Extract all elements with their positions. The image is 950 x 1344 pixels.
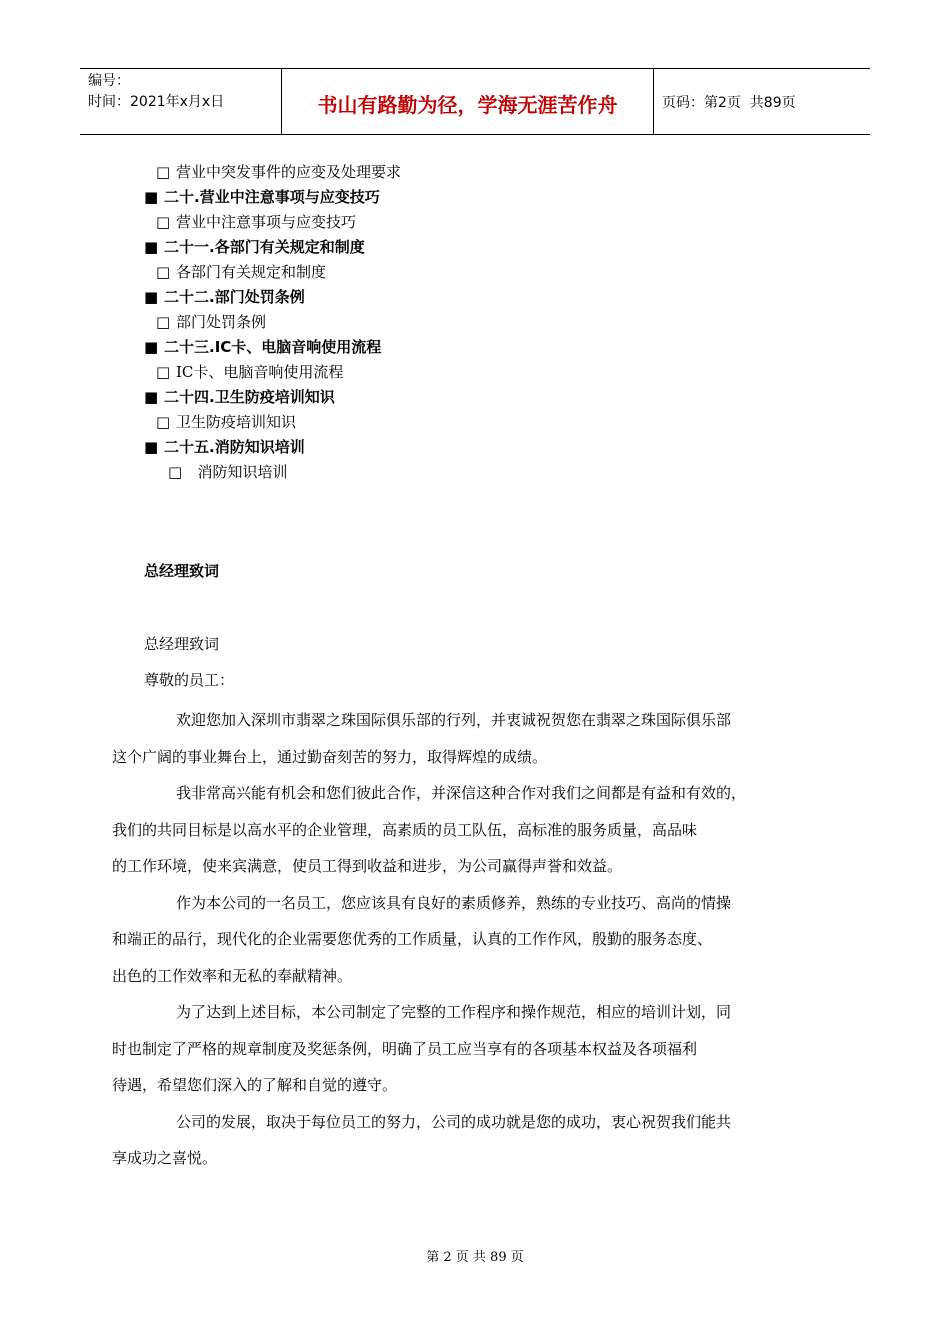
toc-entry <box>144 360 844 385</box>
header-page-info <box>654 69 870 134</box>
toc-text: 二十一.各部门有关规定和制度 <box>164 238 365 256</box>
letter-title: 总经理致词 <box>144 635 220 653</box>
letter-paragraph <box>112 1104 812 1177</box>
toc-text: 二十五.消防知识培训 <box>164 438 305 456</box>
paragraph-line: 我非常高兴能有机会和您们彼此合作，并深信这种合作对我们之间都是有益和有效的， <box>176 784 747 802</box>
paragraph-line: 我们的共同目标是以高水平的企业管理，高素质的员工队伍，高标准的服务质量，高品味 <box>112 820 698 839</box>
empty-square-icon: □ <box>156 263 171 281</box>
section-title: 总经理致词 <box>144 562 220 580</box>
letter-salutation: 尊敬的员工： <box>144 671 235 689</box>
toc-entry <box>144 210 844 235</box>
toc-entry <box>144 410 844 435</box>
toc-text: 营业中注意事项与应变技巧 <box>176 213 357 231</box>
paragraph-line: 作为本公司的一名员工，您应该具有良好的素质修养，熟练的专业技巧、高尚的情操 <box>176 893 732 912</box>
paragraph-line: 欢迎您加入深圳市翡翠之珠国际俱乐部的行列，并衷诚祝贺您在翡翠之珠国际俱乐部 <box>176 711 732 729</box>
toc-chapter <box>144 385 844 410</box>
paragraph-line: 这个广阔的事业舞台上，通过勤奋刻苦的努力，取得辉煌的成绩。 <box>112 747 548 766</box>
toc-text: IC卡、电脑音响使用流程 <box>176 363 344 381</box>
toc-entry <box>144 260 844 285</box>
toc-chapter <box>144 335 844 360</box>
toc-chapter <box>144 185 844 210</box>
page-header <box>80 68 870 135</box>
toc-entry <box>144 310 844 335</box>
toc-entry <box>144 460 844 485</box>
empty-square-icon: □ <box>156 413 171 431</box>
paragraph-line: 和端正的品行，现代化的企业需要您优秀的工作质量，认真的工作作风，殷勤的服务态度、 <box>112 930 713 948</box>
letter-body <box>112 630 812 1177</box>
header-motto: 书山有路勤为径，学海无涯苦作舟 <box>282 69 654 134</box>
letter-paragraphs <box>112 702 812 1177</box>
empty-square-icon: □ <box>156 313 171 331</box>
empty-square-icon: □ <box>156 163 171 181</box>
toc-text: 二十三.IC卡、电脑音响使用流程 <box>164 338 382 356</box>
toc-text: 二十.营业中注意事项与应变技巧 <box>164 188 380 206</box>
table-of-contents <box>144 160 844 485</box>
paragraph-line: 待遇，希望您们深入的了解和自觉的遵守。 <box>112 1076 398 1094</box>
letter-paragraph <box>112 702 812 775</box>
paragraph-line: 为了达到上述目标，本公司制定了完整的工作程序和操作规范，相应的培训计划，同 <box>176 1003 732 1021</box>
header-meta <box>80 69 282 134</box>
toc-chapter <box>144 235 844 260</box>
letter-paragraph <box>112 885 812 995</box>
paragraph-line: 的工作环境，使来宾满意，使员工得到收益和进步，为公司赢得声誉和效益。 <box>112 857 623 875</box>
empty-square-icon: □ <box>168 463 183 481</box>
paragraph-line: 时也制定了严格的规章制度及奖惩条例，明确了员工应当享有的各项基本权益及各项福利 <box>112 1039 698 1058</box>
toc-entry <box>144 160 844 185</box>
header-date-label: 时间：2021年x月x日 <box>88 94 225 110</box>
empty-square-icon: □ <box>156 213 171 231</box>
toc-text: 卫生防疫培训知识 <box>176 413 297 431</box>
filled-square-icon: ■ <box>144 338 159 356</box>
toc-text: 二十二.部门处罚条例 <box>164 288 305 306</box>
paragraph-line: 享成功之喜悦。 <box>112 1149 218 1167</box>
toc-chapter <box>144 435 844 460</box>
toc-text: 消防知识培训 <box>188 463 288 481</box>
header-number-label: 编号： <box>88 73 130 89</box>
paragraph-line: 公司的发展，取决于每位员工的努力，公司的成功就是您的成功，衷心祝贺我们能共 <box>176 1112 732 1131</box>
toc-text: 营业中突发事件的应变及处理要求 <box>176 163 402 181</box>
toc-text: 二十四.卫生防疫培训知识 <box>164 388 335 406</box>
filled-square-icon: ■ <box>144 438 159 456</box>
letter-paragraph <box>112 775 812 885</box>
toc-text: 部门处罚条例 <box>176 313 267 331</box>
filled-square-icon: ■ <box>144 288 159 306</box>
header-page-info-text: 页码：第2页 共89页 <box>662 94 796 111</box>
letter-paragraph <box>112 994 812 1104</box>
filled-square-icon: ■ <box>144 238 159 256</box>
paragraph-line: 出色的工作效率和无私的奉献精神。 <box>112 966 353 985</box>
filled-square-icon: ■ <box>144 388 159 406</box>
page-footer: 第 2 页 共 89 页 <box>426 1250 524 1265</box>
empty-square-icon: □ <box>156 363 171 381</box>
filled-square-icon: ■ <box>144 188 159 206</box>
toc-text: 各部门有关规定和制度 <box>176 263 327 281</box>
toc-chapter <box>144 285 844 310</box>
